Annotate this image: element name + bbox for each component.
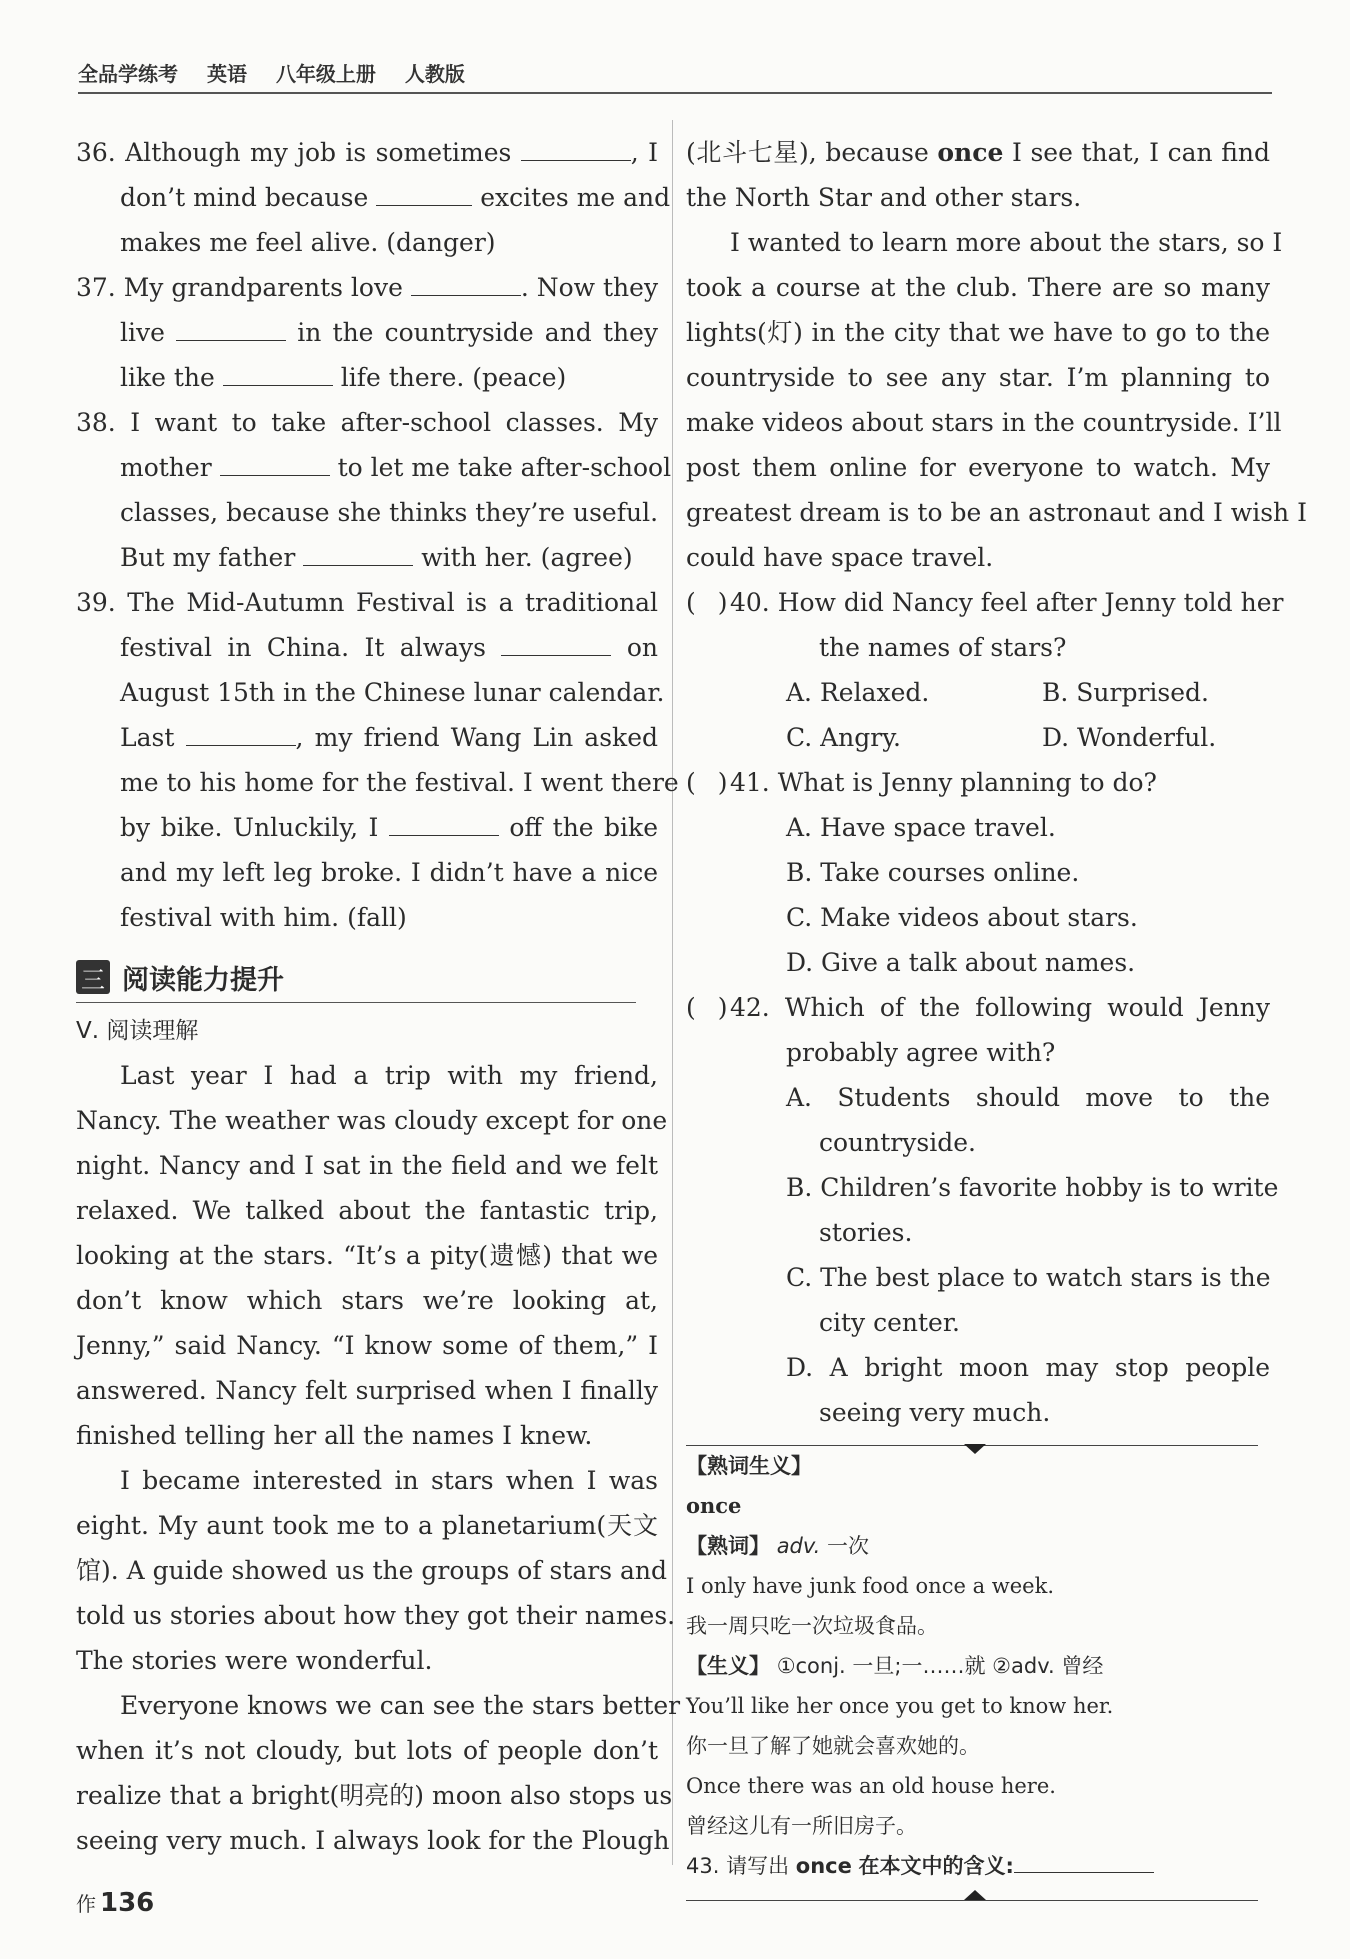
wordbox-top-rule bbox=[686, 1445, 1258, 1446]
q43-line: 43. 请写出 once 在本文中的含义: bbox=[686, 1846, 1270, 1886]
q41-option-a[interactable]: A. Have space travel. bbox=[786, 813, 1056, 842]
passage-right-line: post them online for everyone to watch. My bbox=[686, 453, 1270, 482]
wordbox-new: 【生义】 ①conj. 一旦;一……就 ②adv. 曾经 bbox=[686, 1654, 1104, 1678]
left-column bbox=[76, 130, 681, 1863]
reading-subheading: Ⅴ. 阅读理解 bbox=[76, 1018, 199, 1044]
q39-blank3[interactable] bbox=[389, 809, 499, 836]
page-footer bbox=[76, 1888, 154, 1918]
q40-option-c[interactable]: C. Angry. bbox=[786, 723, 901, 752]
passage-left-line: relaxed. We talked about the fantastic trip, bbox=[76, 1196, 658, 1225]
passage-left-line: when it’s not cloudy, but lots of people don’t bbox=[76, 1736, 658, 1765]
q40-answer-paren[interactable]: ( ) bbox=[686, 588, 728, 617]
q42-answer-paren[interactable]: ( ) bbox=[686, 993, 728, 1022]
passage-right-line: could have space travel. bbox=[686, 543, 994, 572]
passage-left-line: looking at the stars. “It’s a pity(遗憾) that we bbox=[76, 1241, 658, 1270]
wordbox-example2-cn: 你一旦了解了她就会喜欢她的。 bbox=[686, 1734, 980, 1758]
wordbox-heading: 【熟词生义】 bbox=[686, 1454, 812, 1478]
passage-right bbox=[686, 220, 1307, 580]
passage-right-line1: (北斗七星), because once I see that, I can find bbox=[686, 138, 1270, 167]
q41-option-d[interactable]: D. Give a talk about names. bbox=[786, 948, 1136, 977]
passage-left-line: answered. Nancy felt surprised when I finally bbox=[76, 1376, 658, 1405]
q41-option-b[interactable]: B. Take courses online. bbox=[786, 858, 1080, 887]
q40-line2: the names of stars? bbox=[819, 633, 1067, 662]
passage-left-line: Jenny,” said Nancy. “I know some of them,” I bbox=[76, 1331, 658, 1360]
passage-left-line: night. Nancy and I sat in the field and we felt bbox=[76, 1151, 658, 1180]
passage-left-line: Last year I had a trip with my friend, bbox=[120, 1061, 658, 1090]
footer-prefix: 作 bbox=[76, 1892, 96, 1916]
q37-blank1[interactable] bbox=[411, 269, 521, 296]
page-number: 136 bbox=[100, 1888, 155, 1918]
q37-blank3[interactable] bbox=[223, 359, 333, 386]
q39-line6: by bike. Unluckily, I off the bike bbox=[76, 805, 658, 850]
q42-option-d[interactable]: D. A bright moon may stop people bbox=[786, 1353, 1270, 1382]
passage-right-line: took a course at the club. There are so many bbox=[686, 273, 1270, 302]
q37-line2: live in the countryside and they bbox=[76, 310, 658, 355]
q41-answer-paren[interactable]: ( ) bbox=[686, 768, 728, 797]
passage-left-line: finished telling her all the names I knew. bbox=[76, 1421, 593, 1450]
q36-line3: makes me feel alive. (danger) bbox=[120, 228, 496, 257]
q36-line1: 36. Although my job is sometimes , I bbox=[76, 130, 658, 175]
passage-left-line: The stories were wonderful. bbox=[76, 1646, 433, 1675]
passage-left-line: seeing very much. I always look for the Plough bbox=[76, 1826, 670, 1855]
wordbox-example1: I only have junk food once a week. bbox=[686, 1574, 1055, 1598]
grade: 八年级上册 bbox=[275, 62, 376, 86]
passage-right-line: greatest dream is to be an astronaut and I wish I bbox=[686, 498, 1307, 527]
wordbox-example1-cn: 我一周只吃一次垃圾食品。 bbox=[686, 1614, 938, 1638]
q42-line1: ( )42. Which of the following would Jenny bbox=[686, 985, 1270, 1030]
passage-right-line: lights(灯) in the city that we have to go to the bbox=[686, 318, 1270, 347]
q40-option-a[interactable]: A. Relaxed. bbox=[786, 678, 930, 707]
passage-left-line: realize that a bright(明亮的) moon also stops us bbox=[76, 1781, 673, 1810]
q39-line3: August 15th in the Chinese lunar calendar. bbox=[120, 678, 665, 707]
q39-line8: festival with him. (fall) bbox=[120, 903, 407, 932]
q42-option-b[interactable]: B. Children’s favorite hobby is to write bbox=[786, 1173, 1279, 1202]
q38-line4: But my father with her. (agree) bbox=[76, 535, 658, 580]
wordbox-example3: Once there was an old house here. bbox=[686, 1774, 1056, 1798]
section-heading bbox=[76, 954, 658, 1000]
passage-left bbox=[76, 1053, 681, 1863]
passage-right-line: make videos about stars in the countryside. I’ll bbox=[686, 408, 1282, 437]
passage-left-line: eight. My aunt took me to a planetarium(天文 bbox=[76, 1511, 658, 1540]
passage-left-line: Nancy. The weather was cloudy except for one bbox=[76, 1106, 668, 1135]
q39-blank1[interactable] bbox=[501, 629, 611, 656]
q37-line3: like the life there. (peace) bbox=[76, 355, 658, 400]
q42-option-c[interactable]: C. The best place to watch stars is the bbox=[786, 1263, 1271, 1292]
wordbox-known: 【熟词】 adv. 一次 bbox=[686, 1534, 869, 1558]
book-title: 全品学练考 bbox=[78, 62, 178, 86]
q39-line1: 39. The Mid-Autumn Festival is a traditional bbox=[76, 588, 658, 617]
page-header bbox=[78, 58, 487, 87]
section-rule bbox=[76, 1002, 636, 1003]
triangle-down-icon bbox=[964, 1444, 986, 1454]
q39-line2: festival in China. It always on bbox=[76, 625, 658, 670]
q40-option-d[interactable]: D. Wonderful. bbox=[1042, 723, 1217, 752]
q38-blank1[interactable] bbox=[220, 449, 330, 476]
passage-right-line: I wanted to learn more about the stars, so I bbox=[730, 228, 1283, 257]
q42-option-b-cont: stories. bbox=[819, 1218, 913, 1247]
q40-line1: ( )40. How did Nancy feel after Jenny told her bbox=[686, 580, 1270, 625]
wordbox-bottom-rule bbox=[686, 1900, 1258, 1901]
q42-option-d-cont: seeing very much. bbox=[819, 1398, 1051, 1427]
q42-line2: probably agree with? bbox=[786, 1038, 1056, 1067]
passage-right-line: countryside to see any star. I’m planning to bbox=[686, 363, 1270, 392]
wordbox-word: once bbox=[686, 1493, 742, 1518]
q37-line1: 37. My grandparents love . Now they bbox=[76, 265, 658, 310]
q39-line4: Last , my friend Wang Lin asked bbox=[76, 715, 658, 760]
q42-option-a[interactable]: A. Students should move to the bbox=[786, 1083, 1270, 1112]
passage-left-line: don’t know which stars we’re looking at, bbox=[76, 1286, 658, 1315]
passage-left-line: I became interested in stars when I was bbox=[120, 1466, 658, 1495]
subject: 英语 bbox=[206, 62, 247, 86]
section-icon: 三 bbox=[76, 960, 110, 994]
passage-right-line2: the North Star and other stars. bbox=[686, 183, 1082, 212]
q40-option-b[interactable]: B. Surprised. bbox=[1042, 678, 1209, 707]
q37-blank2[interactable] bbox=[176, 314, 286, 341]
q38-blank2[interactable] bbox=[303, 539, 413, 566]
header-rule bbox=[78, 92, 1272, 94]
passage-left-line: Everyone knows we can see the stars better bbox=[120, 1691, 681, 1720]
q38-line3: classes, because she thinks they’re useful. bbox=[120, 498, 659, 527]
q38-line2: mother to let me take after-school bbox=[76, 445, 658, 490]
section-title: 阅读能力提升 bbox=[122, 964, 284, 996]
q39-blank2[interactable] bbox=[186, 719, 296, 746]
q39-line7: and my left leg broke. I didn’t have a nice bbox=[120, 858, 658, 887]
q36-blank1[interactable] bbox=[521, 134, 631, 161]
right-column bbox=[686, 130, 1307, 1901]
q38-line1: 38. I want to take after-school classes. My bbox=[76, 408, 658, 437]
once-keyword: once bbox=[937, 138, 1004, 167]
triangle-up-icon bbox=[964, 1890, 986, 1900]
edition: 人教版 bbox=[404, 62, 465, 86]
q42-option-c-cont: city center. bbox=[819, 1308, 961, 1337]
q43-blank[interactable] bbox=[1014, 1852, 1154, 1873]
passage-left-line: told us stories about how they got their names. bbox=[76, 1601, 676, 1630]
q36-line2: don’t mind because excites me and bbox=[76, 175, 658, 220]
wordbox-example3-cn: 曾经这儿有一所旧房子。 bbox=[686, 1814, 917, 1838]
passage-left-line: 馆). A guide showed us the groups of stars and bbox=[76, 1556, 668, 1585]
q40-options-row2 bbox=[686, 715, 1270, 760]
q41-option-c[interactable]: C. Make videos about stars. bbox=[786, 903, 1138, 932]
wordbox-example2: You’ll like her once you get to know her. bbox=[686, 1694, 1114, 1718]
q40-options-row1 bbox=[686, 670, 1270, 715]
q41-line1: ( )41. What is Jenny planning to do? bbox=[686, 760, 1270, 805]
q42-option-a-cont: countryside. bbox=[819, 1128, 976, 1157]
q39-line5: me to his home for the festival. I went there bbox=[120, 768, 679, 797]
q36-blank2[interactable] bbox=[376, 179, 472, 206]
